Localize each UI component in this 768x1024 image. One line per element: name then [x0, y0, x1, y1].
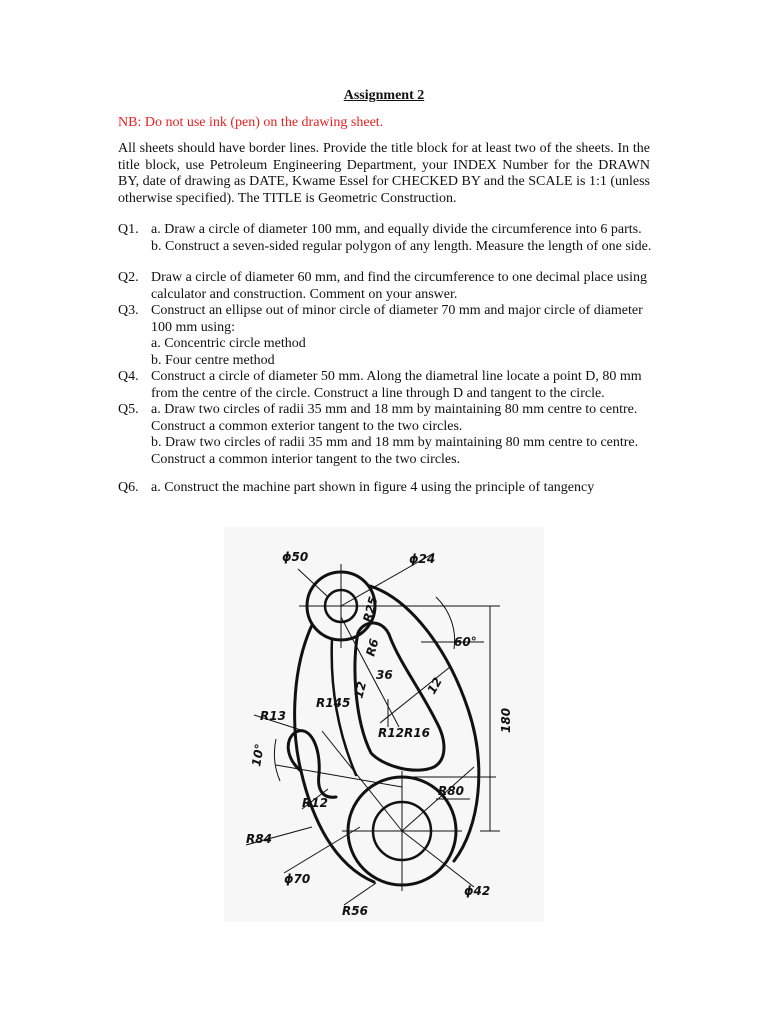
dim-r6: R6: [363, 637, 382, 658]
dim-a60: 60°: [454, 635, 477, 649]
question-line: a. Concentric circle method: [151, 336, 306, 351]
dim-r25: R25: [360, 595, 381, 624]
dim-36: 36: [376, 668, 393, 682]
question-line: a. Draw two circles of radii 35 mm and 18 mm by maintaining 80 mm centre to centre.: [151, 402, 638, 417]
question-line: a. Draw a circle of diameter 100 mm, and equally divide the circumference into 6 parts.: [151, 222, 642, 237]
dim-r80: R80: [438, 784, 464, 798]
question-text: Draw a circle of diameter 60 mm, and find the circumference to one decimal place using calculator and construction. Comment on your answer.: [151, 270, 648, 302]
question-line: b. Construct a seven-sided regular polygon of any length. Measure the length of one side.: [151, 238, 652, 254]
question-text: Construct an ellipse out of minor circle of diameter 70 mm and major circle of diameter 100 mm using:: [151, 303, 643, 335]
instructions-paragraph: All sheets should have border lines. Provide the title block for at least two of the sheets. In the title block, use Petroleum Engineering Department, your INDEX Number for the DRAWN BY, date of drawing as DATE, Kwame Essel for CHECKED BY and the SCALE is 1:1 (unless otherwise specified). The TITLE is Geometric Construction.: [118, 141, 650, 206]
page-title: Assignment 2: [343, 88, 425, 103]
question-label: Q6.: [118, 480, 139, 495]
dim-d24: ɸ24: [409, 552, 436, 566]
dim-r84: R84: [246, 832, 272, 846]
dim-d42: ɸ42: [464, 884, 491, 898]
dim-12a: 12: [351, 680, 370, 700]
dim-d70: ɸ70: [284, 872, 311, 886]
machine-part-drawing: [224, 527, 544, 922]
nb-warning: NB: Do not use ink (pen) on the drawing sheet.: [118, 115, 384, 130]
question-line: a. Construct the machine part shown in figure 4 using the principle of tangency: [151, 480, 595, 495]
dim-r16: R16: [404, 726, 430, 740]
question-line: b. Four centre method: [151, 352, 275, 368]
question-label: Q2.: [118, 270, 139, 285]
question-label: Q3.: [118, 303, 139, 318]
dim-r145: R145: [316, 696, 351, 710]
question-label: Q5.: [118, 402, 139, 417]
question-label: Q1.: [118, 222, 139, 237]
machine-part-figure: [224, 527, 544, 922]
dim-r12-inner: R12: [378, 726, 404, 740]
question-label: Q4.: [118, 369, 139, 384]
question-line: b. Draw two circles of radii 35 mm and 18 mm by maintaining 80 mm centre to centre.: [151, 435, 639, 450]
dim-d50: ɸ50: [282, 550, 309, 564]
dim-a10: 10°: [249, 742, 267, 768]
dim-r13: R13: [260, 709, 286, 723]
dim-h180: 180: [499, 707, 513, 733]
dim-12b: 12: [424, 675, 445, 697]
question-line: Construct a common interior tangent to the two circles.: [151, 451, 461, 467]
question-line: Construct a common exterior tangent to the two circles.: [151, 418, 463, 434]
outer-right-profile: [370, 586, 479, 861]
dim-r56: R56: [342, 904, 368, 918]
dim-r12-notch: R12: [302, 796, 328, 810]
outer-left-arc: [295, 625, 374, 882]
question-text: Construct a circle of diameter 50 mm. Along the diametral line locate a point D, 80 mm from the centre of the circle. Construct a line through D and tangent to the circle.: [151, 369, 642, 401]
